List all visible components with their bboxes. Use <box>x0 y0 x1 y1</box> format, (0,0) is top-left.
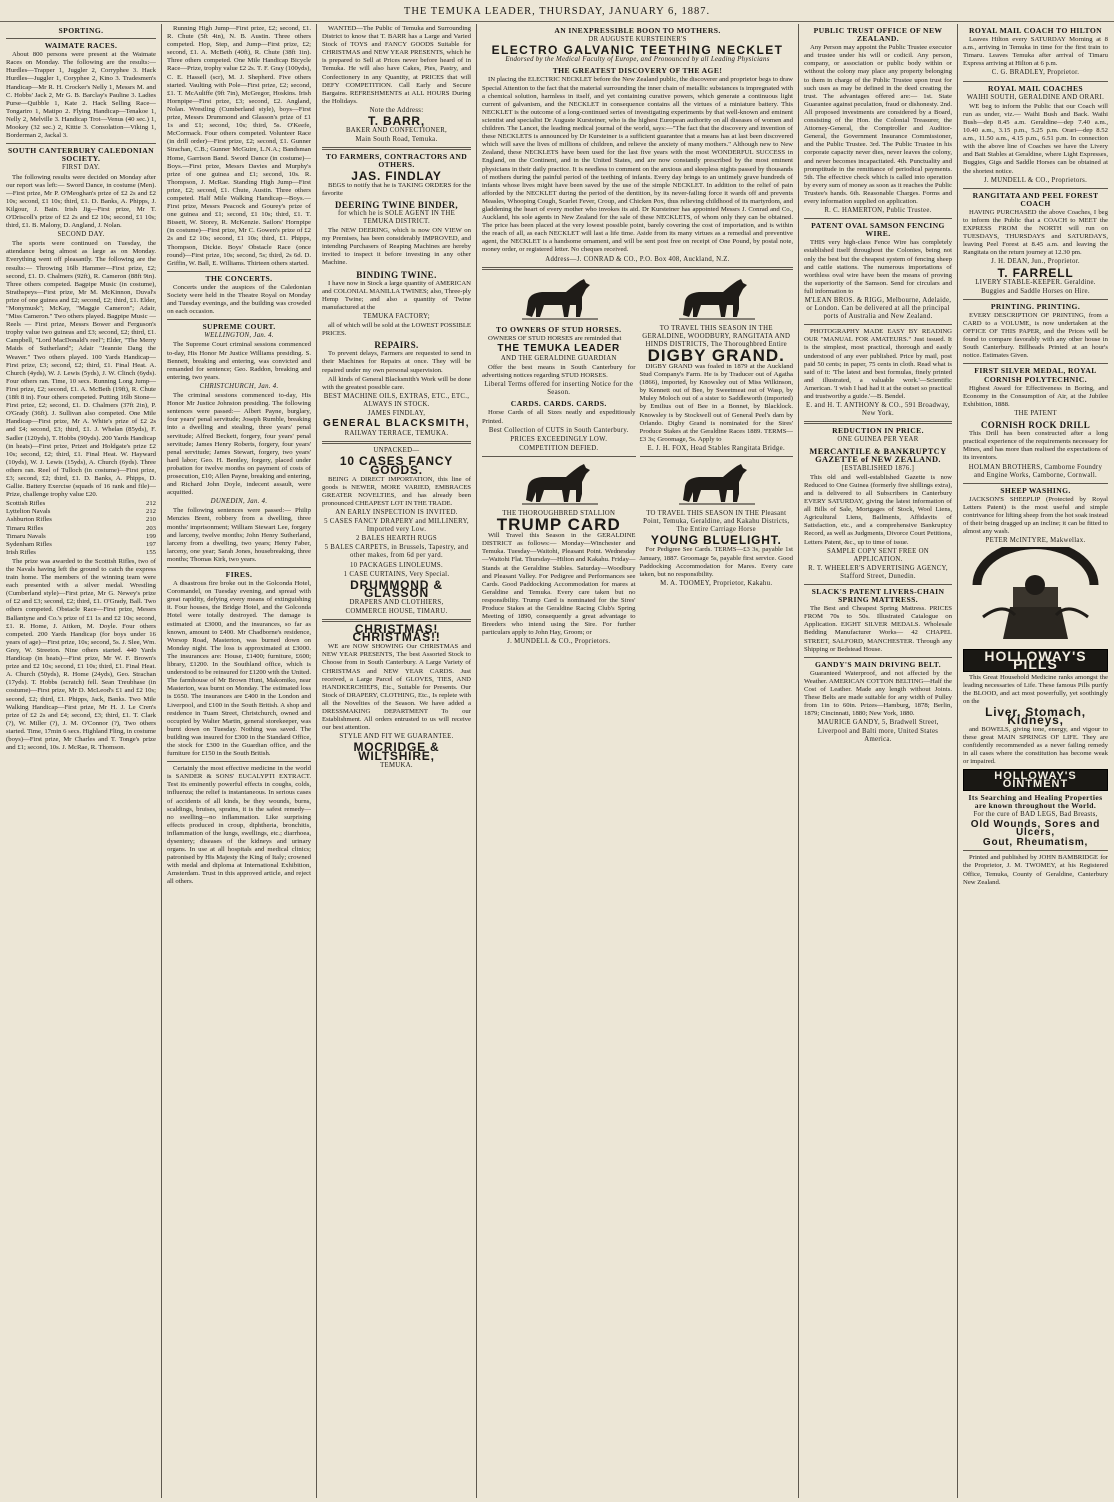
stallion-ads <box>640 273 794 648</box>
ad-line: TEMUKA FACTORY; <box>363 313 430 320</box>
masthead: THE TEMUKA LEADER, THURSDAY, JANUARY 6, 1887. <box>0 0 1114 22</box>
ad-line: LIVERY STABLE-KEEPER. Geraldine. <box>975 278 1096 286</box>
ad-line: RAILWAY TERRACE, TEMUKA. <box>344 430 449 438</box>
table-row: Ashburton Rifles 210 <box>6 516 156 524</box>
ad-heading: Gout, Rheumatism, <box>982 837 1089 849</box>
ad-line: TO TRAVEL THIS SEASON IN THE Pleasant Point, Temuka, Geraldine, and Kakahu Districts, The Entire Carriage Horse <box>643 510 790 534</box>
dateline: WELLINGTON, Jan. 4. <box>204 332 274 340</box>
advertiser-name: DRUMMOND & GLASSON <box>350 577 443 600</box>
advertisement-body: This Drill has been constructed after a long practical experience of the requirements necessary for Mines, and has more than realised the expectations of its inventors. <box>963 430 1108 462</box>
article-heading: SOUTH CANTERBURY CALEDONIAN SOCIETY. <box>7 146 155 164</box>
list-item: 1 CASE CURTAINS, Very Special. <box>343 570 450 578</box>
ad-line: DR AUGUSTE KURSTEINER'S <box>588 36 687 44</box>
article-body: The sports were continued on Tuesday, the attendance being almost as large as on Monday. Everything went off pleasantly. The following are the results:— Throwing 16lb Hammer—First prize, £2; second, £1. D. Chalmers (92ft), R. Cameron (88ft 9in). Three others competed. Bagpipe Music (in costume), Strathspeys—First prize, Mr M. McKinnon, Duval's prize of one guinea and £2; second, £2; third, £1. Elder, "Monymusk"; McKay, "Maggie Cameron"; Adair, "Miss Cameron." Two others played. Bagpipe Music — Reels — First prize, Messrs Bower and Ferguson's trophy value two guineas and £3; second, £2; third, £1. Campbell, "Lord MacDonald's reel"; Elder, "The Merry Maids of Sutherland"; Adair "Jeannie Dang the Weaver." Two others played. 100 Yards Handicap—First prize, £3; second, £2; third, £1. Final Heat. A. Church (4yds), W. J. Lewis (5yds), J. W. Clinch (6yds). Four others ran. Time, 10 secs. Running Long Jump—First prize, £2; second, £1. A. McBeth (19ft), R. Chute (18ft 8 in). Four others competed. Putting 16lb Stone—First prize, £2; second, £1. D. Chalmers (37ft 2in), P. O'Grady (36ft). J. Sullivan also competed. One Mile Handicap—First prize, Mr A. White's prize of £2 2s and £4; second, £3; third, £1. J. Whelan (85yds), F. Sadler (120yds), T. Hobbs (90yds). 200 Yards Handicap (in heats)—First prize, Prizet and Holdgate's prize £2 10s; second, £2; third, £1. Final Heat. W. Hayward (10yds), W. J. Lewis (15yds), A. Church (6yds). Three others ran. Reel of Tulloch (in costume)—First prize, £3; second, £2; third, £1. D. Banks, A. Phipps, D. Gallie. Battery Exercise (squads of 16 rank and file)—Prize, challenge trophy value £20. <box>6 240 156 499</box>
advertiser-name: JAS. FINDLAY <box>351 168 442 183</box>
advertisement-body: BEING A DIRECT IMPORTATION, this line of goods is NEWER, MORE VARIED, EMBRACES GREATER NOVELTIES, and has already been pronounced CHEAPEST LOT IN THE TRADE. <box>322 475 471 507</box>
advertisement-body: Will Travel this Season in the GERALDINE DISTRICT as follows:— Monday—Winchester and Temuka. Tuesday—Waitohi, Pleasant Point. Wednesday—Waitohi Flat. Thursday—Hilton and Kakahu. Friday—Stands at the Geraldine Stables. Saturday—Woodbury and Pleasant Valley. For Pedigree and Performances see Cards. Good Paddocking Accommodation for mares at Geraldine and Temuka. Every care taken but no responsibility. Trump Card is nominated for the Sires' Produce Stakes at the Geraldine Racing Club's Spring Meeting of 1890, consequently a great advantage to Breeders who intend using the Sire. For further particulars apply to John Hay, Groom; or <box>482 532 636 637</box>
column-rule <box>161 24 162 1498</box>
ad-heading: FIRST SILVER MEDAL, ROYAL CORNISH POLYTECHNIC. <box>974 366 1097 384</box>
newspaper-name: THE TEMUKA LEADER <box>497 342 621 354</box>
ad-line: R. T. WHEELER'S ADVERTISING AGENCY, Stafford Street, Dunedin. <box>808 564 948 580</box>
advertisement-body: all of which will be sold at the LOWEST POSSIBLE PRICES. <box>322 322 471 338</box>
ad-line: M. A. TOOMEY, Proprietor, Kakahu. <box>660 579 773 587</box>
ad-heading: CARDS. CARDS. CARDS. <box>510 399 607 409</box>
advertisement-body: DIGBY GRAND was foaled in 1879 at the Auckland Stud Company's Farm. He is by Traducer out of Agatha (1866), imported, by Knowsley out of Miss Wilkinson, by Kennett out of Bee, by Sweetmeat out of Wasp, by Muley Moloch out of a sister to Saddleworth (imported) by Emilius out of Bee in a Bonnet, by Blacklock. Knowsley is by Stockwell out of General Peel's dam by Orlando. Digby Grand is nominated for the Sires' Produce Stakes at the Geraldine Races 1889. TERMS—£3 3s; Groomage, 5s. Apply to <box>639 363 793 443</box>
advertisement-body: OWNERS OF STUD HORSES are reminded that <box>488 334 622 342</box>
advertisement-body: and BOWELS, giving tone, energy, and vigour to these great MAIN SPRINGS OF LIFE. They are confidently recommended as a never failing remedy in all cases where the constitution has become weak or impaired. <box>963 726 1108 766</box>
ad-line: J. MUNDELL & CO., Proprietors. <box>983 176 1088 184</box>
ad-heading: AN INEXPRESSIBLE BOON TO MOTHERS. <box>554 26 721 35</box>
advertisement-body: EVERY DESCRIPTION OF PRINTING, from a CARD to a VOLUME, is now undertaken at the OFFICE OF THIS PAPER, and the Prices will be found to compare favorably with any other house in South Canterbury. Billheads Printed at an hour's notice. Estimates Given. <box>963 311 1108 360</box>
horse-name: DIGBY GRAND. <box>647 345 785 365</box>
ad-line: PETER McINTYRE, Makwellax. <box>985 537 1086 545</box>
ad-line: AN EARLY INSPECTION IS INVITED. <box>335 508 458 516</box>
ad-heading: BINDING TWINE. <box>356 269 437 280</box>
article-body: Running High Jump—First prize, £2; second, £1. R. Chute (5ft 4in), N. B. Austin. Three others competed. Hop, Step, and Jump—First prize, £2; second, £1. A. McBeth (40ft), R. Chute (38ft 1in). Three others competed. One Mile Handicap Bicycle Race—Prize, trophy value £2 2s. T. F. Gray (100yds), C. E. Hassell (scr), M. J. Shepherd. Five others started. Vaulting with Pole—First prize, £2; second, £1. T. McAuliffe (9ft 7in), McGregor, Hoskins. Irish Hornpipe—First prize, £3; second, £2. Angland, Nolan. Wrestling (Cumberland style), boys—First prize, Messrs Drummond and Glasson's prize of £1 1s and £1; second, 10s; third, 5s. O'Keefe, McCormack. Four others competed. Volunteer Race (in drill order)—First prize, £2; second, £1. Gunner Strachan, C.B.; Gunner McGuire, L.N.A.; Bandsman Home, Garrison Band. Sword Dance (in costume)—Boys.—First prize, Messrs Davies and Murphy's prize of one guinea and £1; second, 10s. R. Thompson, J. McRae. Standing High Jump—First prize, £2; second, £1. Chute, Austin. Three others competed. Half Mile Walking Handicap—Boys.—First prize, Messrs Peacock and Gourey's prize of one guinea and £1; second, £1 10s; third, £1. T. Bissett, W. Storey, R. McKenzie. Sailors' Hornpipe (in costume)—First prize, Mr C. Gowen's prize of £2 2s and £2 10s; second, £1 10s; third, £1. Phipps, Thompson, Dickie. Boys' Obstacle Race (once round)—First prize, 10s; second, 5s; third, 2s 6d. D. Griffin, W. Ball, E. Williams. Thirteen others started. <box>167 25 311 267</box>
list-item: 10 PACKAGES LINOLEUMS. <box>349 561 444 569</box>
ad-line: BAKER AND CONFECTIONER, <box>345 127 448 135</box>
article-body: A disastrous fire broke out in the Golconda Hotel, Coromandel, on Tuesday evening, and spread with great rapidity, defying every means of extinguishing it. Four houses, the Bridge Hotel, and the Golconda Hotel were totally destroyed. The damage is estimated at £3000, and the insurances, so far as known, amount to £400. Mr Chadborne's residence, Worsop Road, Masterton, was burned down on Monday night. The loss is approximated at £3000. The insurances are: House, £1400; furniture, £600; library, £1200. In the Southland office, which is understood to be reinsured for £1200 with the United. The farmhouse of Mr Brown Hunt, Makomiko, near Masterton, was burnt on Monday. The estimated loss is £650. The insurances are £400 in the London and Liverpool, and £100 in the South British. A shop and residence in Tuam Street, Christchurch, owned and occupied by Walter Martin, general storekeeper, was burnt down on Tuesday. Nothing was saved. The building was insured for £300 in the Standard Office, the stock for £300 in the Guardian office, and the furniture for £150 in the South British. <box>167 580 311 758</box>
advertisement-body: WANTED—The Public of Temuka and Surrounding District to know that T. BARR has a Large and Varied Stock of TOYS and FANCY GOODS Suitable for CHRISTMAS and NEW YEAR PRESENTS, which he is prepared to Sell at Prices never before heard of in Temuka. He will also have Cakes, Pies, Pastry, and Confectionery in any Quantity, at PRICES that will DEFY COMPETITION. Call Early and Secure Bargains. REFRESHMENTS at ALL HOURS During the Holidays. <box>322 25 471 105</box>
horse-icon <box>514 460 604 508</box>
article-body: The Supreme Court criminal sessions commenced to-day, His Honor Mr Justice Williams presiding. S. Bennett, breaking and entering, was convicted and remanded for sentence; Geo. Raddon, breaking and entering, two years. <box>167 341 311 381</box>
table-row: Sydenham Rifles 197 <box>6 540 156 548</box>
advertisement-body: JACKSON'S SHEEPLIP (Protected by Royal Letters Patent) is the most useful and simple contrivance for lifting sheep from the hot soak instead of their being dragged up an incline; it can be fitted to almost any wash. <box>963 495 1108 536</box>
printer-imprint: Printed and published by JOHN BAMBRIDGE for the Proprietor, J. M. TWOMEY, at his Registered Office, Temuka, County of Geraldine, Canterbury New Zealand. <box>963 854 1108 886</box>
ad-line: E. and H. T. ANTHONY & CO., 591 Broadway, New York. <box>806 402 950 418</box>
advertisement-body: BEGS to notify that he is TAKING ORDERS for the favorite <box>322 181 471 197</box>
ad-line: THE PATENT <box>1014 409 1057 417</box>
article-body: The criminal sessions commenced to-day, His Honor Mr Justice Johnston presiding. The following sentences were passed:— Albert Payne, burglary, four years' penal servitude; Joseph Rumble, breaking into a dwelling and stealing, three years' penal servitude; Alfred Beckett, forgery, four years' penal servitude; James Henry Roberts, forgery, four years' penal servitude; James Stewart, forgery, two years' hard labor; Geo. H. Bentley, forgery, placed under probation for twelve months on payment of costs of prosecution, £10; Allen Payne, breaking and entering, and Richard John Doyle, indecent assault, were acquitted. <box>167 392 311 497</box>
ad-heading: TO OWNERS OF STUD HORSES. <box>496 324 622 334</box>
advertisement-body: Highest Award for Effectiveness in Boring, and Economy in the Consumption of Air, at the Jubilee Exhibition, 1888. <box>963 384 1108 408</box>
ad-line: Main South Road, Temuka. <box>355 136 438 144</box>
ad-line: for which he is SOLE AGENT IN THE TEMUKA DISTRICT. <box>337 209 456 225</box>
ad-line: Buggies and Saddle Horses on Hire. <box>981 287 1090 295</box>
ad-heading: REPAIRS. <box>374 340 419 351</box>
horse-icon <box>514 275 604 323</box>
ad-line: C. G. BRADLEY, Proprietor. <box>991 69 1080 77</box>
advertiser-name: T. BARR, <box>367 114 426 129</box>
ad-line: For the cure of BAD LEGS, Bad Breasts, <box>973 810 1098 818</box>
stud-owners-ad <box>482 273 636 648</box>
friend-of-the-people-emblem <box>963 547 1108 647</box>
ad-heading: Its Searching and Healing Properties are known throughout the World. <box>968 792 1103 810</box>
sub-heading: SECOND DAY. <box>57 231 105 239</box>
advertisement-body: Offer the best means in South Canterbury for advertising notices regarding STUD HORSES. <box>482 364 636 380</box>
section-heading: SPORTING. <box>58 26 104 35</box>
ad-heading: CORNISH ROCK DRILL <box>980 420 1091 431</box>
ad-line: AND THE GERALDINE GUARDIAN <box>500 354 617 362</box>
advertiser-name: MOCRIDGE & WILTSHIRE, <box>353 740 440 763</box>
table-row: Timaru Navals 199 <box>6 532 156 540</box>
article-heading: FIRES. <box>225 570 253 579</box>
ad-line: STYLE AND FIT WE GUARANTEE. <box>339 733 454 741</box>
holloway-ointment-banner: HOLLOWAY'S OINTMENT <box>963 769 1108 791</box>
ad-line: SAMPLE COPY SENT FREE ON APPLICATION. <box>827 547 929 563</box>
ad-heading: Old Wounds, Sores and Ulcers, <box>970 819 1101 839</box>
ad-heading: RANGITATA AND PEEL FOREST COACH <box>972 190 1099 208</box>
score-table <box>6 500 156 557</box>
article-body: Concerts under the auspices of the Caledonian Society were held in the Theatre Royal on Monday and Tuesday evenings, and the building was crowded on each occasion. <box>167 283 311 316</box>
ad-line: J. H. DEAN, Jun., Proprietor. <box>991 258 1080 266</box>
ad-line: COMPETITION DEFIED. <box>519 444 599 452</box>
horse-icon <box>671 460 761 508</box>
table-row: Lyttelton Navals 212 <box>6 508 156 516</box>
ad-line: COMMERCE HOUSE, TIMARU. <box>345 608 448 615</box>
ad-heading: DEERING TWINE BINDER, <box>334 199 458 210</box>
column-rule <box>957 24 958 1498</box>
advertisement-body: WE beg to inform the Public that our Coach will run as under, viz.— Waihi Bush and Back. Waihi Bush—dep 8.45 a.m. Geraldine—dep 7.40 a.m., 10.40 a.m., 3.15 p.m., 5.25 p.m. Orari—dep 8.52 a.m., 11.50 a.m., 4.15 p.m., 6.51 p.m. In connection with the above line of Coaches we have the Livery and Bait Stables at Geraldine, where Light Expresses, Buggies, Gigs and Saddle Horses can be obtained at the shortest notice. <box>963 102 1108 175</box>
column-sporting <box>2 24 160 1498</box>
ad-line: Address—J. CONRAD & CO., P.O. Box 408, Auckland, N.Z. <box>545 255 730 263</box>
ad-heading: THE GREATEST DISCOVERY OF THE AGE! <box>552 66 723 76</box>
column-necklet-stud <box>478 24 797 1498</box>
article-body: The following results were decided on Monday after our report was left:— Sword Dance, in costume (Men).—First prize, Mr P. O'Meoghan's prize of £2 2s and £2 10s; second, £1 10s; third, £1. D. Banks, A. Phipps, J. Kilgour, J. Bain. Irish Jig—First prize, Mr T. O'Driscoll's prize of £2 2s and £2 10s; second, £1 10s; third, £1. B. Malony, D. Angland, J. Nolan. <box>6 173 156 230</box>
ad-line: Liberal Terms offered for inserting Notice for the Season. <box>484 381 634 397</box>
ad-line: [ESTABLISHED 1876.] <box>841 464 915 472</box>
ad-line: BEST MACHINE OILS, EXTRAS, ETC., ETC., ALWAYS IN STOCK. <box>323 392 470 408</box>
table-row: Irish Rifles 155 <box>6 548 156 556</box>
advertisement-body: WE are NOW SHOWING Our CHRISTMAS and NEW YEAR PRESENTS, The best Assorted Stock to Choose from in South Canterbury. A Large Variety of CHRISTMAS and NEW YEAR CARDS. Just received, a Large Parcel of GLOVES, TIES, AND HANDKERCHIEFS, Etc., Suitable for Presents. Our Stock of DRAPERY, CLOTHING, Etc., Is replete with all the Novelties of the Season. We have added a DRESSMAKING DEPARTMENT To our Establishment. All orders entrusted to us will receive our best attention. <box>322 643 471 732</box>
list-item: 2 BALES HEARTH RUGS <box>355 535 437 543</box>
column-rule <box>798 24 799 1498</box>
column-rule <box>476 24 477 1498</box>
ad-line: JAMES FINDLAY, <box>367 410 426 418</box>
advertisement-body: This Great Household Medicine ranks amongst the leading necessaries of Life. These famous Pills purify the BLOOD, and act most powerfully, yet soothingly on the <box>963 673 1108 705</box>
list-item: 5 CASES FANCY DRAPERY and MILLINERY, Imported very Low. <box>324 518 469 534</box>
ad-line: PRICES EXCEEDINGLY LOW. <box>510 435 608 443</box>
horse-name: YOUNG BLUELIGHT. <box>650 533 782 548</box>
dateline: CHRISTCHURCH, Jan. 4. <box>199 382 279 390</box>
ad-heading: PUBLIC TRUST OFFICE OF NEW ZEALAND. <box>813 26 943 44</box>
advertisement-body: HAVING PURCHASED the above Coaches, I beg to inform the Public that a COACH to MEET the EXPRESS FROM the NORTH will run on TUESDAYS, THURSDAYS and SATURDAYS, leaving Peel Forest at 8.45 a.m. and leaving the Rangitata on the return journey at 12.30 pm. <box>963 208 1108 257</box>
advertisement-body: IN placing the ELECTRIC NECKLET before the New Zealand public, the discoverer and proprietor begs to draw Special Attention to the fact that the material surrounding the inner chain of metallic substances is impregnated with a chemical solution, harmless in itself, and yet containing curative powers, which generate a continuous light current of galvanism, and the NECKLET in consequence contains all the virtues of a miniature battery. This NECKLET is the outcome of a long-continued series of investigating experiments by that well-known and eminent scientist and specialist Dr Auguste Kursteiner, who is the highest European authority on all diseases of women and children. The Lancet, the leading medical journal of the world, says:—"The fact that the discovery and invention of these NECKLETS is announced by Dr Kursteiner is a sufficient guarantee that a means has at last been discovered which will save the lives of millions of children, and relieve the anxiety of many mothers." Although new to New Zealand, these NECKLETS have been used for the last five years with the most WONDERFUL SUCCESS in England, on the Continent, and in the United States, and are now constantly prescribed by the most eminent physicians in their daily practice. It is needless to comment on the anxious and sleepless nights passed by thousands of mothers during the painful period of the teething of infants. Every day brings to an untimely grave hundreds of infants whose lives might have been saved by the use of the simple NECKLET. In addition to the relief of pain afforded by the NECKLET during the period of the dentition, by its never-failing force it wards off and prevents Measles, Whooping Cough, Scarlet Fever, Croup, and Chicken Pox, thus relieving childhood of its martyrdom, and gladdening the heart of every mother who invokes its aid. Dr Kursteiner has appointed Messrs J. Conrad and Co., Auckland, his sole agents in New Zealand for the sale of these NECKLETS, of whom only they can be obtained. The price has been placed at the very lowest possible point, barely covering the cost of importation, and is within the reach of all, as each NECKLET will last a life time. Aside from its many virtues as a remedial and preventive agent, the NECKLET is a handsome ornament, and will be sent post free on receipt of One Pound, by postal note, money order, or registered letter. No cheques received. <box>482 76 793 254</box>
list-item: 5 BALES CARPETS, in Brussels, Tapestry, and other makes, from 6d per yard. <box>324 544 469 560</box>
advertisement-body: To prevent delays, Farmers are requested to send in their Machines for Repairs at once. They will be repaired under my own personal supervision. <box>322 350 471 374</box>
ad-heading: PATENT OVAL SAMSON FENCING WIRE. <box>811 221 945 239</box>
ad-line: HOLMAN BROTHERS, Camborne Foundry and Engine Works, Camborne, Cornwall. <box>968 463 1103 479</box>
advertisement-body: For Pedigree See Cards. TERMS—£3 3s, payable 1st January, 1887. Groomage 5s, payable first service. Good Paddocking Accommodation for Mares. Every care taken, but no responsibility. <box>639 546 793 578</box>
ad-heading: ROYAL MAIL COACH TO HILTON <box>968 26 1103 35</box>
column-rule <box>316 24 317 1498</box>
advertisement-body: THIS very high-class Fence Wire has completely established itself throughout the Colonies, being not only the best but the cheapest system of fencing sheep and cattle stations. The numerous importations of worthless oval wire have been the means of proving the superiority of the Samson. Send for circulars and full information to <box>804 239 952 295</box>
ad-heading: ROYAL MAIL COACHES <box>987 83 1084 93</box>
emblem-label: FRIEND OF THE PEOPLE <box>995 565 1075 574</box>
article-heading: THE CONCERTS. <box>205 273 273 283</box>
ad-line: M'LEAN BROS. & RIGG, Melbourne, Adelaide, or London. Can be delivered at all the principal ports of Australia and New Zealand. <box>804 297 952 321</box>
ad-heading: 10 CASES FANCY GOODS. <box>339 454 454 477</box>
ad-line: J. MUNDELL & CO., Proprietors. <box>507 638 611 646</box>
ad-line: Best Collection of CUTS in South Canterbury. <box>488 426 629 434</box>
ad-heading: ELECTRO GALVANIC TEETHING NECKLET <box>491 43 784 58</box>
advertiser-name: T. FARRELL <box>997 265 1074 280</box>
article-heading: SUPREME COURT. <box>202 322 276 332</box>
advertisement-body: Leaves Hilton every SATURDAY Morning at 8 a.m., arriving in Temuka in time for the first train to Timaru. Leaves Temuka after arrival of Timaru Express arriving at Hilton at 6 p.m. <box>963 36 1108 68</box>
advertisement-body: I have now in Stock a large quantity of AMERICAN and COLONIAL MANILLA TWINES; also, Three-ply Hemp Twine; and also a quantity of Twine manufactured at the <box>322 279 471 311</box>
ad-line: TEMUKA. <box>380 761 413 769</box>
ad-line: DRAPERS AND CLOTHIERS, <box>349 598 444 606</box>
sub-heading: FIRST DAY. <box>61 164 100 172</box>
ad-heading: Liver, Stomach, Kidneys, <box>985 704 1086 727</box>
advertiser-trade: GENERAL BLACKSMITH, <box>323 418 470 430</box>
ad-line: UNPACKED— <box>373 447 420 455</box>
holloway-pills-banner: HOLLOWAY'S PILLS <box>963 649 1108 671</box>
article-heading: WAIMATE RACES. <box>44 41 118 51</box>
ad-line: E. J. H. FOX, Head Stables Rangitata Bridge. <box>647 444 785 452</box>
ad-line: ONE GUINEA PER YEAR <box>837 436 919 444</box>
ad-heading: CHRISTMAS! CHRISTMAS!! <box>352 622 441 645</box>
ad-line: MAURICE GANDY, 5, Bradwell Street, Liverpool and Balti more, United States America. <box>817 719 939 743</box>
advertisement-body: The NEW DEERING, which is now ON VIEW on my Premises, has been considerably IMPROVED, and intending Purchasers of Reaping Machines are hereby invited to inspect it before investing in any other Machine. <box>322 227 471 267</box>
advertisement-body: The Best and Cheapest Spring Mattress. PRICES FROM 70s to 50s. Illustrated Catalogue on Application. EIGHT SILVER MEDALS. Wholesale Bedding Manufacturer Works— 42 CHAPEL STREET, SALFORD, MANCHESTER. Through any Shipping or Bedstead House. <box>804 605 952 653</box>
column-ads-local <box>318 24 475 1498</box>
ad-line: THE THOROUGHBRED STALLION <box>502 509 616 517</box>
advertisement-body: PHOTOGRAPHY MADE EASY BY READING OUR "MANUAL FOR AMATEURS." Just issued. It is the simplest, most practical, thorough and easily understood of any ever published. Price by mail, post paid 50 cents; in paper, 75 cents in cloth. Read what is said of it: 'The latest and best formulas, finely printed and illustrated, a valuable work.'—Scientific American. 'I wish I had had it at the outset so practical and trustworthy a guide.'—B. Bendel. <box>804 328 952 401</box>
ad-line: WAIHI SOUTH, GERALDINE AND ORARI. <box>966 93 1105 101</box>
ad-heading: PRINTING. PRINTING. <box>990 301 1081 311</box>
ad-heading: GANDY'S MAIN DRIVING BELT. <box>814 659 941 669</box>
dateline: DUNEDIN, Jan. 4. <box>210 498 268 506</box>
table-row: Scottish Rifles 212 <box>6 500 156 508</box>
column-news <box>163 24 315 1498</box>
column-coaches-holloway <box>959 24 1112 1498</box>
column-notices <box>800 24 956 1498</box>
article-body: About 800 persons were present at the Waimate Races on Monday. The following are the results:— Hurdles—Trapper 1, Juggler 2, Corryphee 3. Hack Hurdles—Juggler 1, Coryphee 2, Kino 3. Tradesmen's Handicap—Mr R. H. Crocker's Nelly 1, Messrs M. and C. Hobbs' Jack 2, Mr G. B. Barclay's Pauline 3. Ladies Purse—Quibble 1, Kate 2. Hack Selling Race—Tongariro 1, Matipo 2. Flying Handicap—Tenakoe 1, Nelly 2, Melville 3. Handicap Trot—Venus (40 sec.) 1, Mookey (32 sec.) 2, Kittie 3. Consolation—Viking 1, Borderman 2, Jackal 3. <box>6 51 156 140</box>
ad-line: R. C. HAMERTON, Public Trustee. <box>824 207 932 215</box>
table-row: Timaru Rifles 203 <box>6 524 156 532</box>
horse-name: TRUMP CARD <box>496 515 621 535</box>
horse-icon <box>671 275 761 323</box>
advertisement-body: This old and well-established Gazette is now Reduced to One Guinea (formerly five shillings extra), and is delivered to all Subscribers in Canterbury EVERY SATURDAY, giving the latest information of all Bills of Sale, Mortgages of Stock, Wool Liens, Agricultural Liens, Bailments, Affidavits of Satisfaction, etc., and a comprehensive Bankruptcy Record, as well as Judgments, Divorce Court Petitions, Letters Patent, &c., up to time of issue. <box>804 473 952 546</box>
ad-heading: MERCANTILE & BANKRUPTCY GAZETTE of NEW ZEALAND. <box>809 446 947 464</box>
ad-line: Endorsed by the Medical Faculty of Europe, and Pronounced by all Leading Physicians <box>505 56 770 64</box>
ad-heading: REDUCTION IN PRICE. <box>832 426 924 436</box>
ad-heading: SHEEP WASHING. <box>1000 485 1071 495</box>
ad-heading: TO FARMERS, CONTRACTORS AND OTHERS. <box>325 152 468 170</box>
advertisement-body: Any Person may appoint the Public Trustee executor and trustee under his will or codicil. Any person, company, or association or public body within or without the colony may place any property belonging to them in charge of the Public Trustee upon trust for such uses as may be defined in the deed creating the trust. The advantages offered are:— 1st. State Guarantee against peculation, fraud or dishonesty. 2nd. All proposed investments are considered by a Board, consisting of the Hon. the Colonial Treasurer, the Attorney-General, the Comptroller and Auditor-General, the Government Insurance Commissioner, and the Public Trustee. 3rd. The Public Trustee in his corporate capacity never dies, never leaves the colony, and never becomes incapacitated. 4th. Punctuality and promptitude in the remittance of periodical payments. 5th. The effective check which is called into operation by every sum of money as soon as it reaches the Public Trustee's hands. 6th. Reasonable Charges. Forms and every information supplied on application. <box>804 44 952 205</box>
advertisement-body: Horse Cards of all Sizes neatly and expeditiously Printed. <box>482 409 636 425</box>
article-body: The following sentences were passed:— Philip Menzies Brent, robbery from a dwelling, three months' imprisonment; William Stewart Lee, forgery and larceny, twelve months; John Henry Sutherland, larceny from a dwelling, two years; Henry Faber, larceny, one year; Sarah Jones, housebreaking, three months; Thomas Kirk, two years. <box>167 507 311 563</box>
advertisement-body: Certainly the most effective medicine in the world is SANDER & SONS' EUCALYPTI EXTRACT. Test its eminently powerful effects in coughs, colds, influenza; the relief is instantaneous. In serious cases of accidents of all kinds, be they wounds, burns, scaldings, bruises, sprains, it is the safest remedy—no swelling—no inflammation. Like surprising effects produced in croup, diphtheria, bronchitis, inflammation of the lungs, swellings, etc.; diarrhoea, dysentery; diseases of the kidneys and urinary organs. In use at all hospitals and medical clinics; patronised by His Majesty the King of Italy; crowned with medal and diploma at International Exhibition, Amsterdam. Trust in this approved article, and reject all others. <box>167 765 311 886</box>
advertisement-body: Guaranteed Waterproof, and not affected by the Weather. AMERICAN COTTON BELTING—Half the Cost of Leather. Made any length without Joints. These Belts are made suitable for any width of Pulley from 1in to 60in. Prizes—Hamburg, 1878; Berlin, 1879; Cincinnati, 1880; New York, 1880. <box>804 669 952 718</box>
article-body: The prize was awarded to the Scottish Rifles, two of the Navals having left the ground to catch the express train home. The members of the winning team were each presented with a silver medal. Wrestling (Cumberland style)—First prize, Mr G. Newey's prize of £2 and £3; second, £2; third, £1. O'Grady, Ball. Two others competed. Obstacle Race—First prize, Messrs Ballantyne and Co.'s prize of £1 1s and £2 10s; second, £1. R. Home, J. Aitken, M. Doyle. Four others competed. 200 Yards Handicap (for boys under 16 years of age)—First prize, 10s; second, 5s. J. Slee, Wm. Grey, W. Streeton. Nine others started. 440 Yards Handicap (in heats)—First prize, Mr W. F. Brown's prize and £2 10s; second, £1 10s; third, £1. Final Heat. A. Church (50yds), R. Home (24yds), Geo. Strachan (17yds). T. Hobbs (scratch) fell. Sean Treubhase (in costume)—First prize, Mr D. McLeod's £1 and £2 10s; second, £2; third, £1. Phipps, Jack, Banks. Two Mile Walking Handicap—First prize, Mr H. J. Le Cren's prize of £2 2s and £4; second, £3; third, £1. T. Clark (?), W. Miller (?), J. M. O'Connor (?), Two others started. Time, 17min 6 secs. Highland Fling, in costume (boys)—First prize, Mr Charles and T. Tonge's prize and £1; second, 10s. J. McRae, R. Thomson. <box>6 557 156 752</box>
ad-line: TO TRAVEL THIS SEASON IN THE GERALDINE, WOODBURY, RANGITATA AND HINDS DISTRICTS, The Thoroughbred Entire <box>642 324 791 348</box>
advertisement-body: All kinds of General Blacksmith's Work will be done with the greatest possible care. <box>322 375 471 391</box>
ad-line: Note the Address: <box>369 106 424 114</box>
ad-heading: SLACK'S PATENT LIVERS-CHAIN SPRING MATTRESS. <box>811 587 945 605</box>
